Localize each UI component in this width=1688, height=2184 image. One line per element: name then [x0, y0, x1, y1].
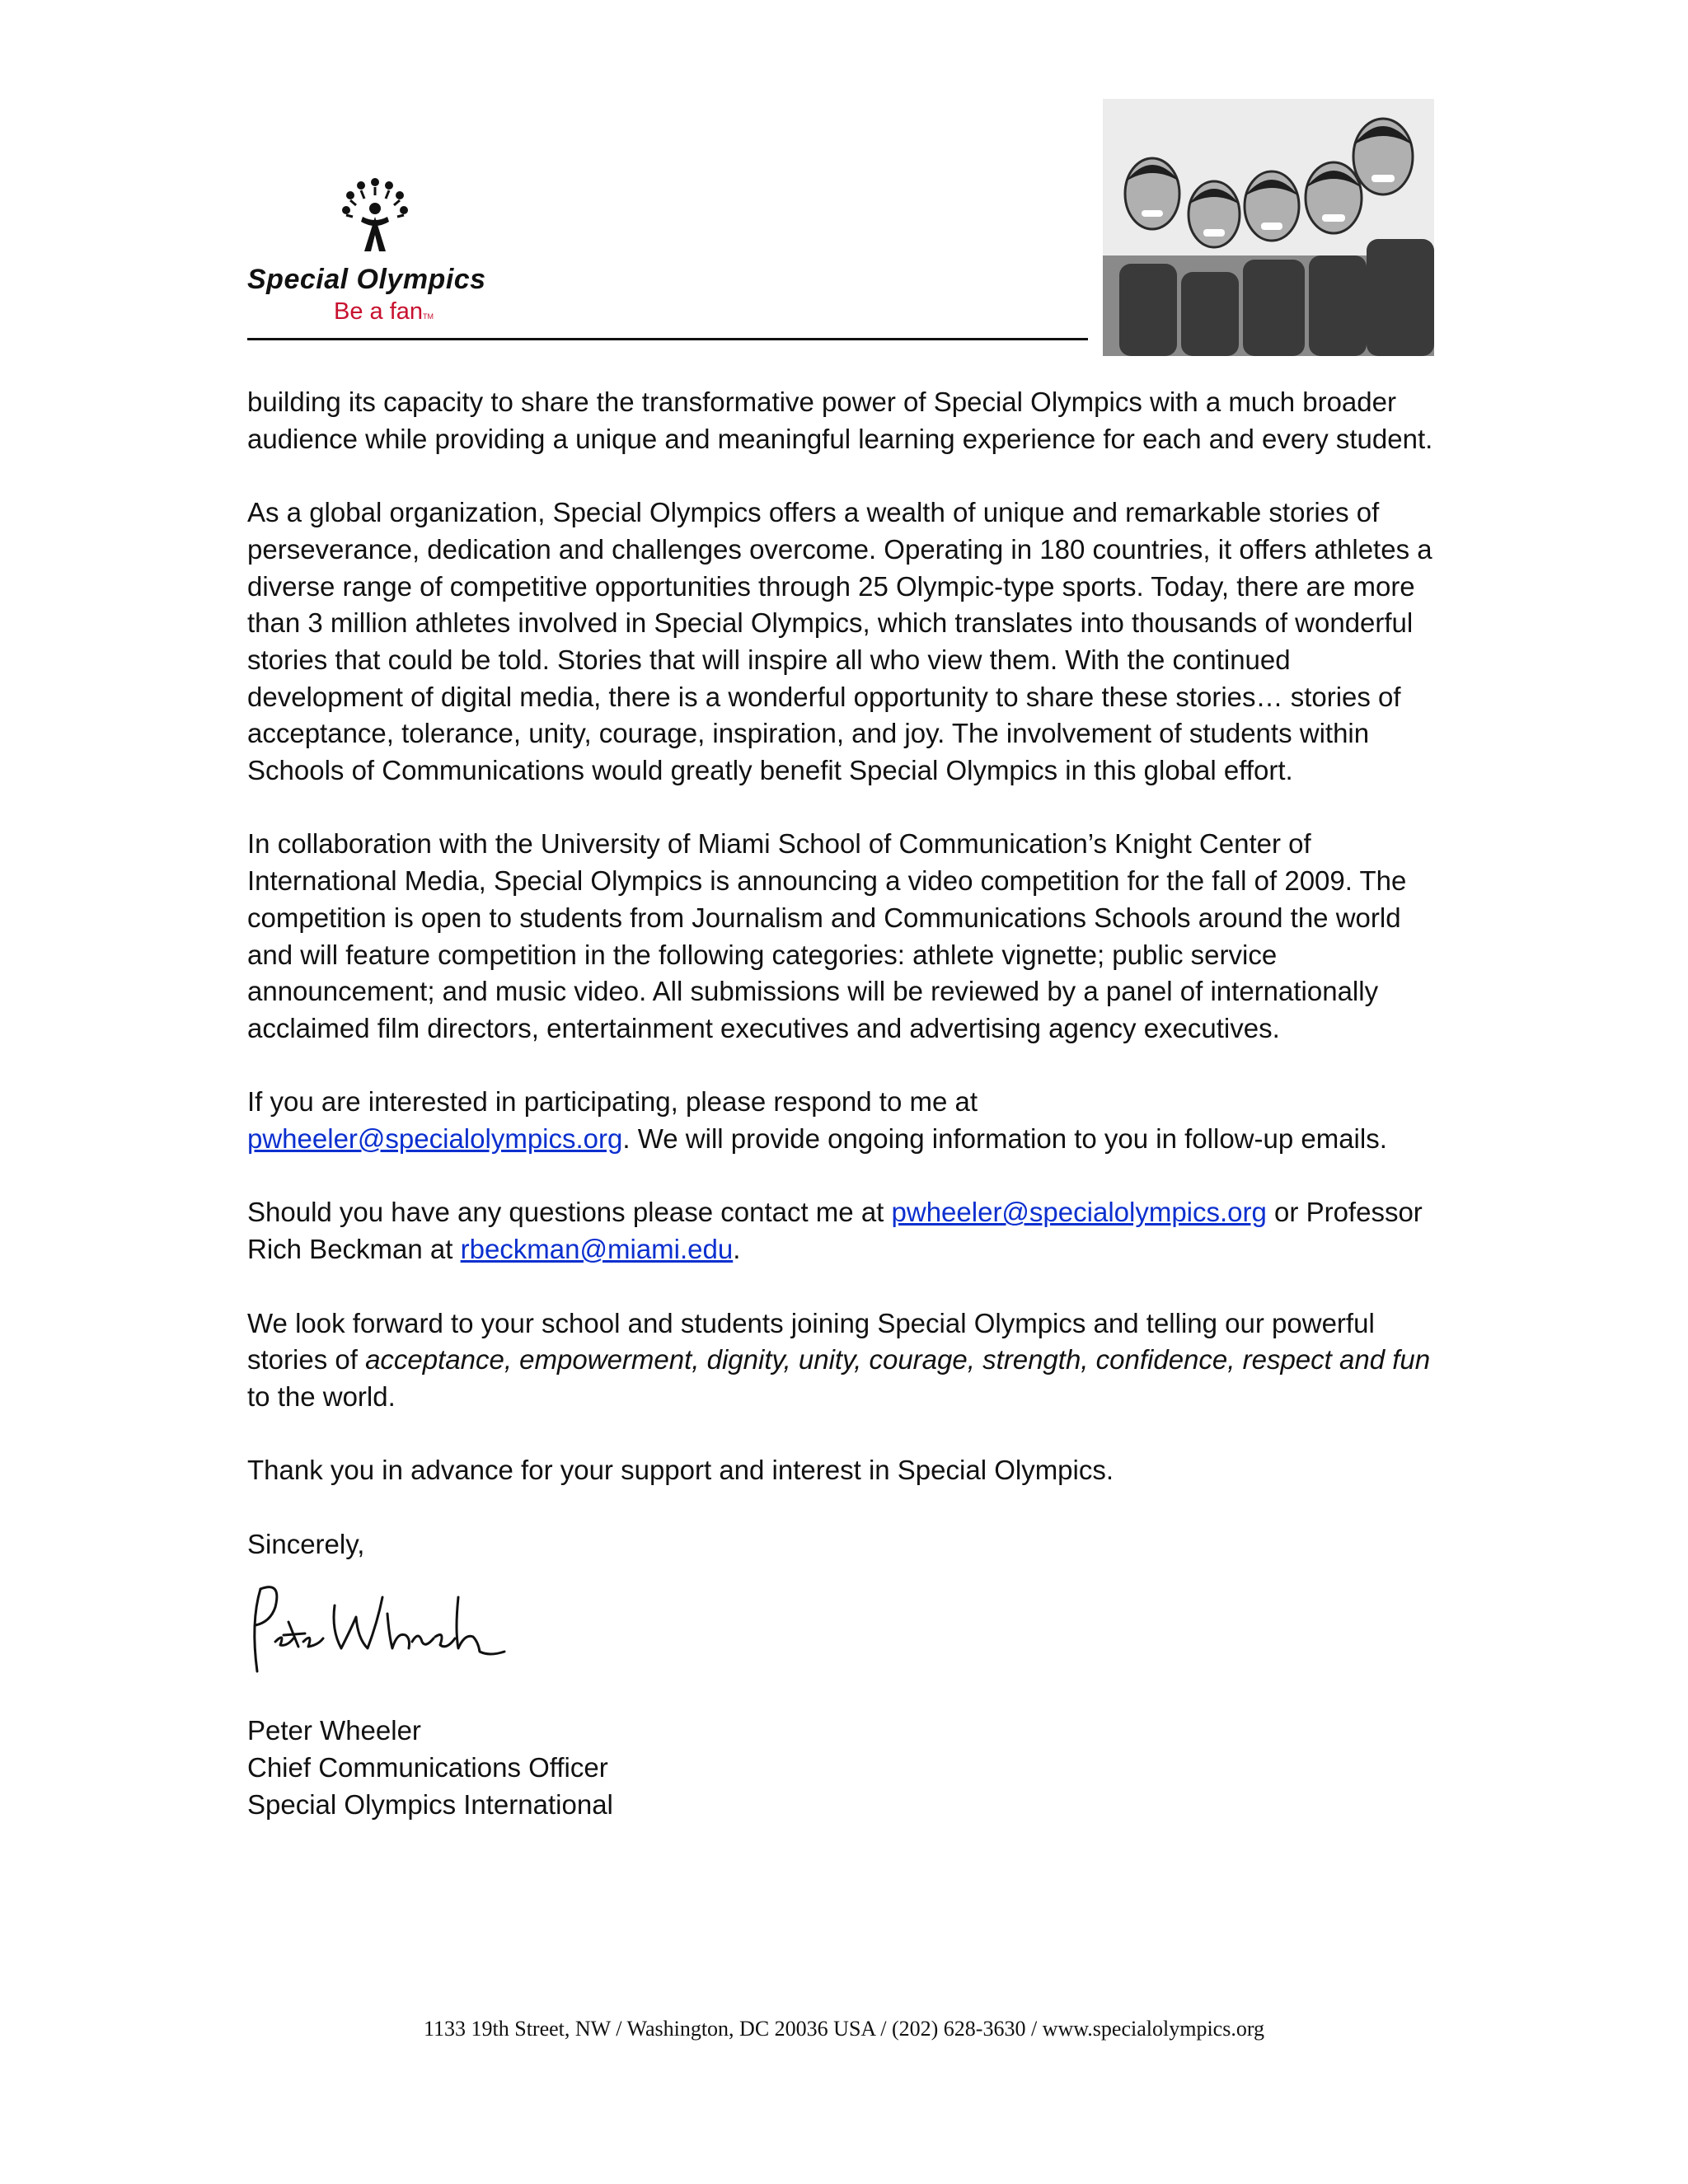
paragraph-2: As a global organization, Special Olympics offers a wealth of unique and remarkable stories of perseverance, dedication and challenges overcome. Operating in 180 countries, it offers athletes a diverse range of competitive opportunities through 25 Olympic-type sports. Today, there are more than 3 million athletes involved in Special Olympics, which translates into thousands of wonderful stories that could be told. Stories that will inspire all who view them. With the continued development of digital media, there is a wonderful opportunity to share these stories… stories of acceptance, tolerance, unity, courage, inspiration, and joy. The involvement of students within Schools of Communications would greatly benefit Special Olympics in this global effort.: [247, 497, 1432, 786]
trademark-mark: TM: [423, 312, 434, 321]
special-olympics-logo: [247, 169, 511, 326]
paragraph-6: [247, 1305, 1451, 1416]
paragraph-4-text-b: . We will provide ongoing information to you in follow-up emails.: [622, 1123, 1387, 1155]
closing: Sincerely,: [247, 1528, 365, 1559]
athletes-group-image: [1103, 99, 1434, 356]
paragraph-6-text-a: We look forward to your school and students joining Special Olympics and telling our powerful stories of: [247, 1307, 1375, 1376]
paragraph-4: [247, 1084, 1451, 1157]
paragraph-4-text-a: If you are interested in participating, please respond to me at: [247, 1086, 978, 1118]
logo-tagline: [334, 298, 434, 326]
signer-organization: Special Olympics International: [247, 1788, 613, 1820]
logo-name: Special Olympics: [247, 264, 486, 295]
paragraph-5-text-a: Should you have any questions please contact me at: [247, 1197, 892, 1228]
logo-tagline-text: Be a fan: [334, 298, 424, 325]
paragraph-1: building its capacity to share the transformative power of Special Olympics with a much broader audience while providing a unique and meaningful learning experience for each and every student.: [247, 387, 1433, 454]
signer-block: [247, 1713, 1451, 1823]
paragraph-6-italic: acceptance, empowerment, dignity, unity, courage, strength, confidence, respect and fun: [365, 1344, 1431, 1376]
paragraph-6-text-b: to the world.: [247, 1380, 396, 1412]
paragraph-5: [247, 1194, 1451, 1268]
footer-address: 1133 19th Street, NW / Washington, DC 20036 USA / (202) 628-3630 / www.specialolympics.org: [423, 2017, 1265, 2041]
paragraph-7: Thank you in advance for your support and interest in Special Olympics.: [247, 1455, 1114, 1486]
header-rule: [247, 338, 1088, 340]
athletes-photo: [1103, 99, 1434, 356]
signer-title: Chief Communications Officer: [247, 1752, 608, 1783]
signature: [242, 1556, 514, 1680]
special-olympics-emblem-icon: [330, 169, 420, 260]
email-link-pwheeler[interactable]: pwheeler@specialolympics.org: [247, 1123, 623, 1155]
signer-name: Peter Wheeler: [247, 1715, 421, 1746]
email-link-rbeckman[interactable]: rbeckman@miami.edu: [460, 1234, 734, 1265]
handwritten-signature-image: [242, 1556, 514, 1680]
paragraph-5-text-c: .: [733, 1234, 741, 1265]
email-link-pwheeler-2[interactable]: pwheeler@specialolympics.org: [891, 1197, 1267, 1228]
paragraph-5-text-b: or Professor Rich Beckman at: [247, 1197, 1423, 1265]
letter-body: [247, 384, 1451, 1824]
paragraph-3: In collaboration with the University of Miami School of Communication’s Knight Center of International Media, Special Olympics is announcing a video competition for the fall of 2009. The competition is open to students from Journalism and Communications Schools around the world and will feature competition in the following categories: athlete vignette; public service announcement; and music video. All submissions will be reviewed by a panel of internationally acclaimed film directors, entertainment executives and advertising agency executives.: [247, 828, 1407, 1043]
